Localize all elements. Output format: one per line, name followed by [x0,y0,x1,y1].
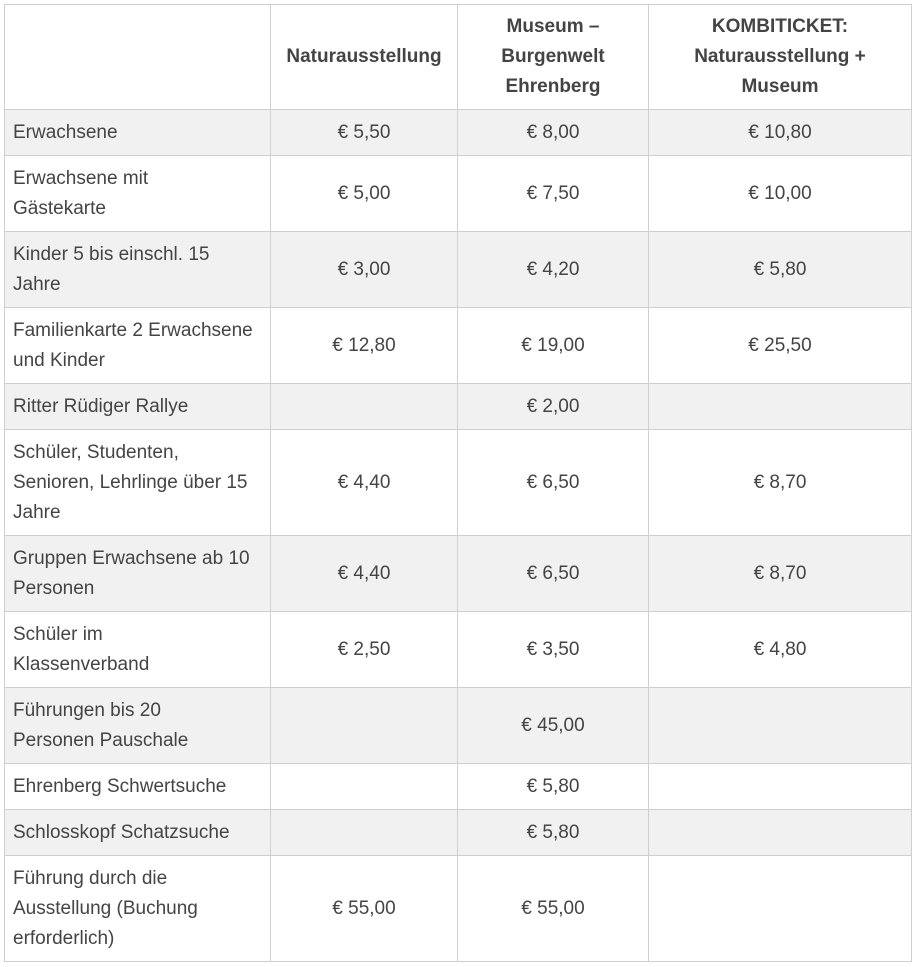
row-label: Ritter Rüdiger Rallye [5,384,271,430]
price-museum: € 5,80 [458,764,649,810]
price-museum: € 8,00 [458,110,649,156]
table-row [5,232,912,308]
table-row [5,384,912,430]
price-kombi: € 10,00 [649,156,912,232]
price-kombi [649,810,912,856]
row-label: Erwachsene mit Gästekarte [5,156,271,232]
row-label: Ehrenberg Schwertsuche [5,764,271,810]
price-kombi: € 5,80 [649,232,912,308]
price-natur: € 5,00 [271,156,458,232]
price-kombi [649,856,912,962]
table-row [5,430,912,536]
price-kombi: € 8,70 [649,536,912,612]
price-natur [271,688,458,764]
price-natur: € 2,50 [271,612,458,688]
header-naturausstellung: Naturausstellung [271,5,458,110]
row-label: Gruppen Erwachsene ab 10 Personen [5,536,271,612]
price-natur: € 12,80 [271,308,458,384]
price-kombi: € 25,50 [649,308,912,384]
price-museum: € 2,00 [458,384,649,430]
price-museum: € 55,00 [458,856,649,962]
price-kombi [649,688,912,764]
price-table [4,4,912,962]
price-natur: € 3,00 [271,232,458,308]
price-natur [271,384,458,430]
table-row [5,110,912,156]
price-museum: € 4,20 [458,232,649,308]
row-label: Führung durch die Ausstellung (Buchung erforderlich) [5,856,271,962]
table-row [5,764,912,810]
table-row [5,308,912,384]
price-kombi [649,764,912,810]
table-row [5,536,912,612]
row-label: Erwachsene [5,110,271,156]
price-museum: € 45,00 [458,688,649,764]
price-natur: € 4,40 [271,430,458,536]
price-museum: € 19,00 [458,308,649,384]
header-corner [5,5,271,110]
price-natur: € 5,50 [271,110,458,156]
table-row [5,856,912,962]
table-row [5,156,912,232]
price-kombi: € 4,80 [649,612,912,688]
table-row [5,688,912,764]
price-museum: € 7,50 [458,156,649,232]
price-natur: € 4,40 [271,536,458,612]
price-kombi: € 10,80 [649,110,912,156]
header-kombiticket: KOMBITICKET: Naturausstellung + Museum [649,5,912,110]
price-natur [271,810,458,856]
price-museum: € 6,50 [458,430,649,536]
price-museum: € 5,80 [458,810,649,856]
header-museum: Museum – Burgenwelt Ehrenberg [458,5,649,110]
price-natur: € 55,00 [271,856,458,962]
header-row [5,5,912,110]
price-museum: € 6,50 [458,536,649,612]
row-label: Schüler im Klassenverband [5,612,271,688]
row-label: Familienkarte 2 Erwachsene und Kinder [5,308,271,384]
table-row [5,612,912,688]
price-kombi: € 8,70 [649,430,912,536]
row-label: Schüler, Studenten, Senioren, Lehrlinge über 15 Jahre [5,430,271,536]
price-kombi [649,384,912,430]
row-label: Führungen bis 20 Personen Pauschale [5,688,271,764]
table-row [5,810,912,856]
price-museum: € 3,50 [458,612,649,688]
row-label: Schlosskopf Schatzsuche [5,810,271,856]
row-label: Kinder 5 bis einschl. 15 Jahre [5,232,271,308]
price-natur [271,764,458,810]
